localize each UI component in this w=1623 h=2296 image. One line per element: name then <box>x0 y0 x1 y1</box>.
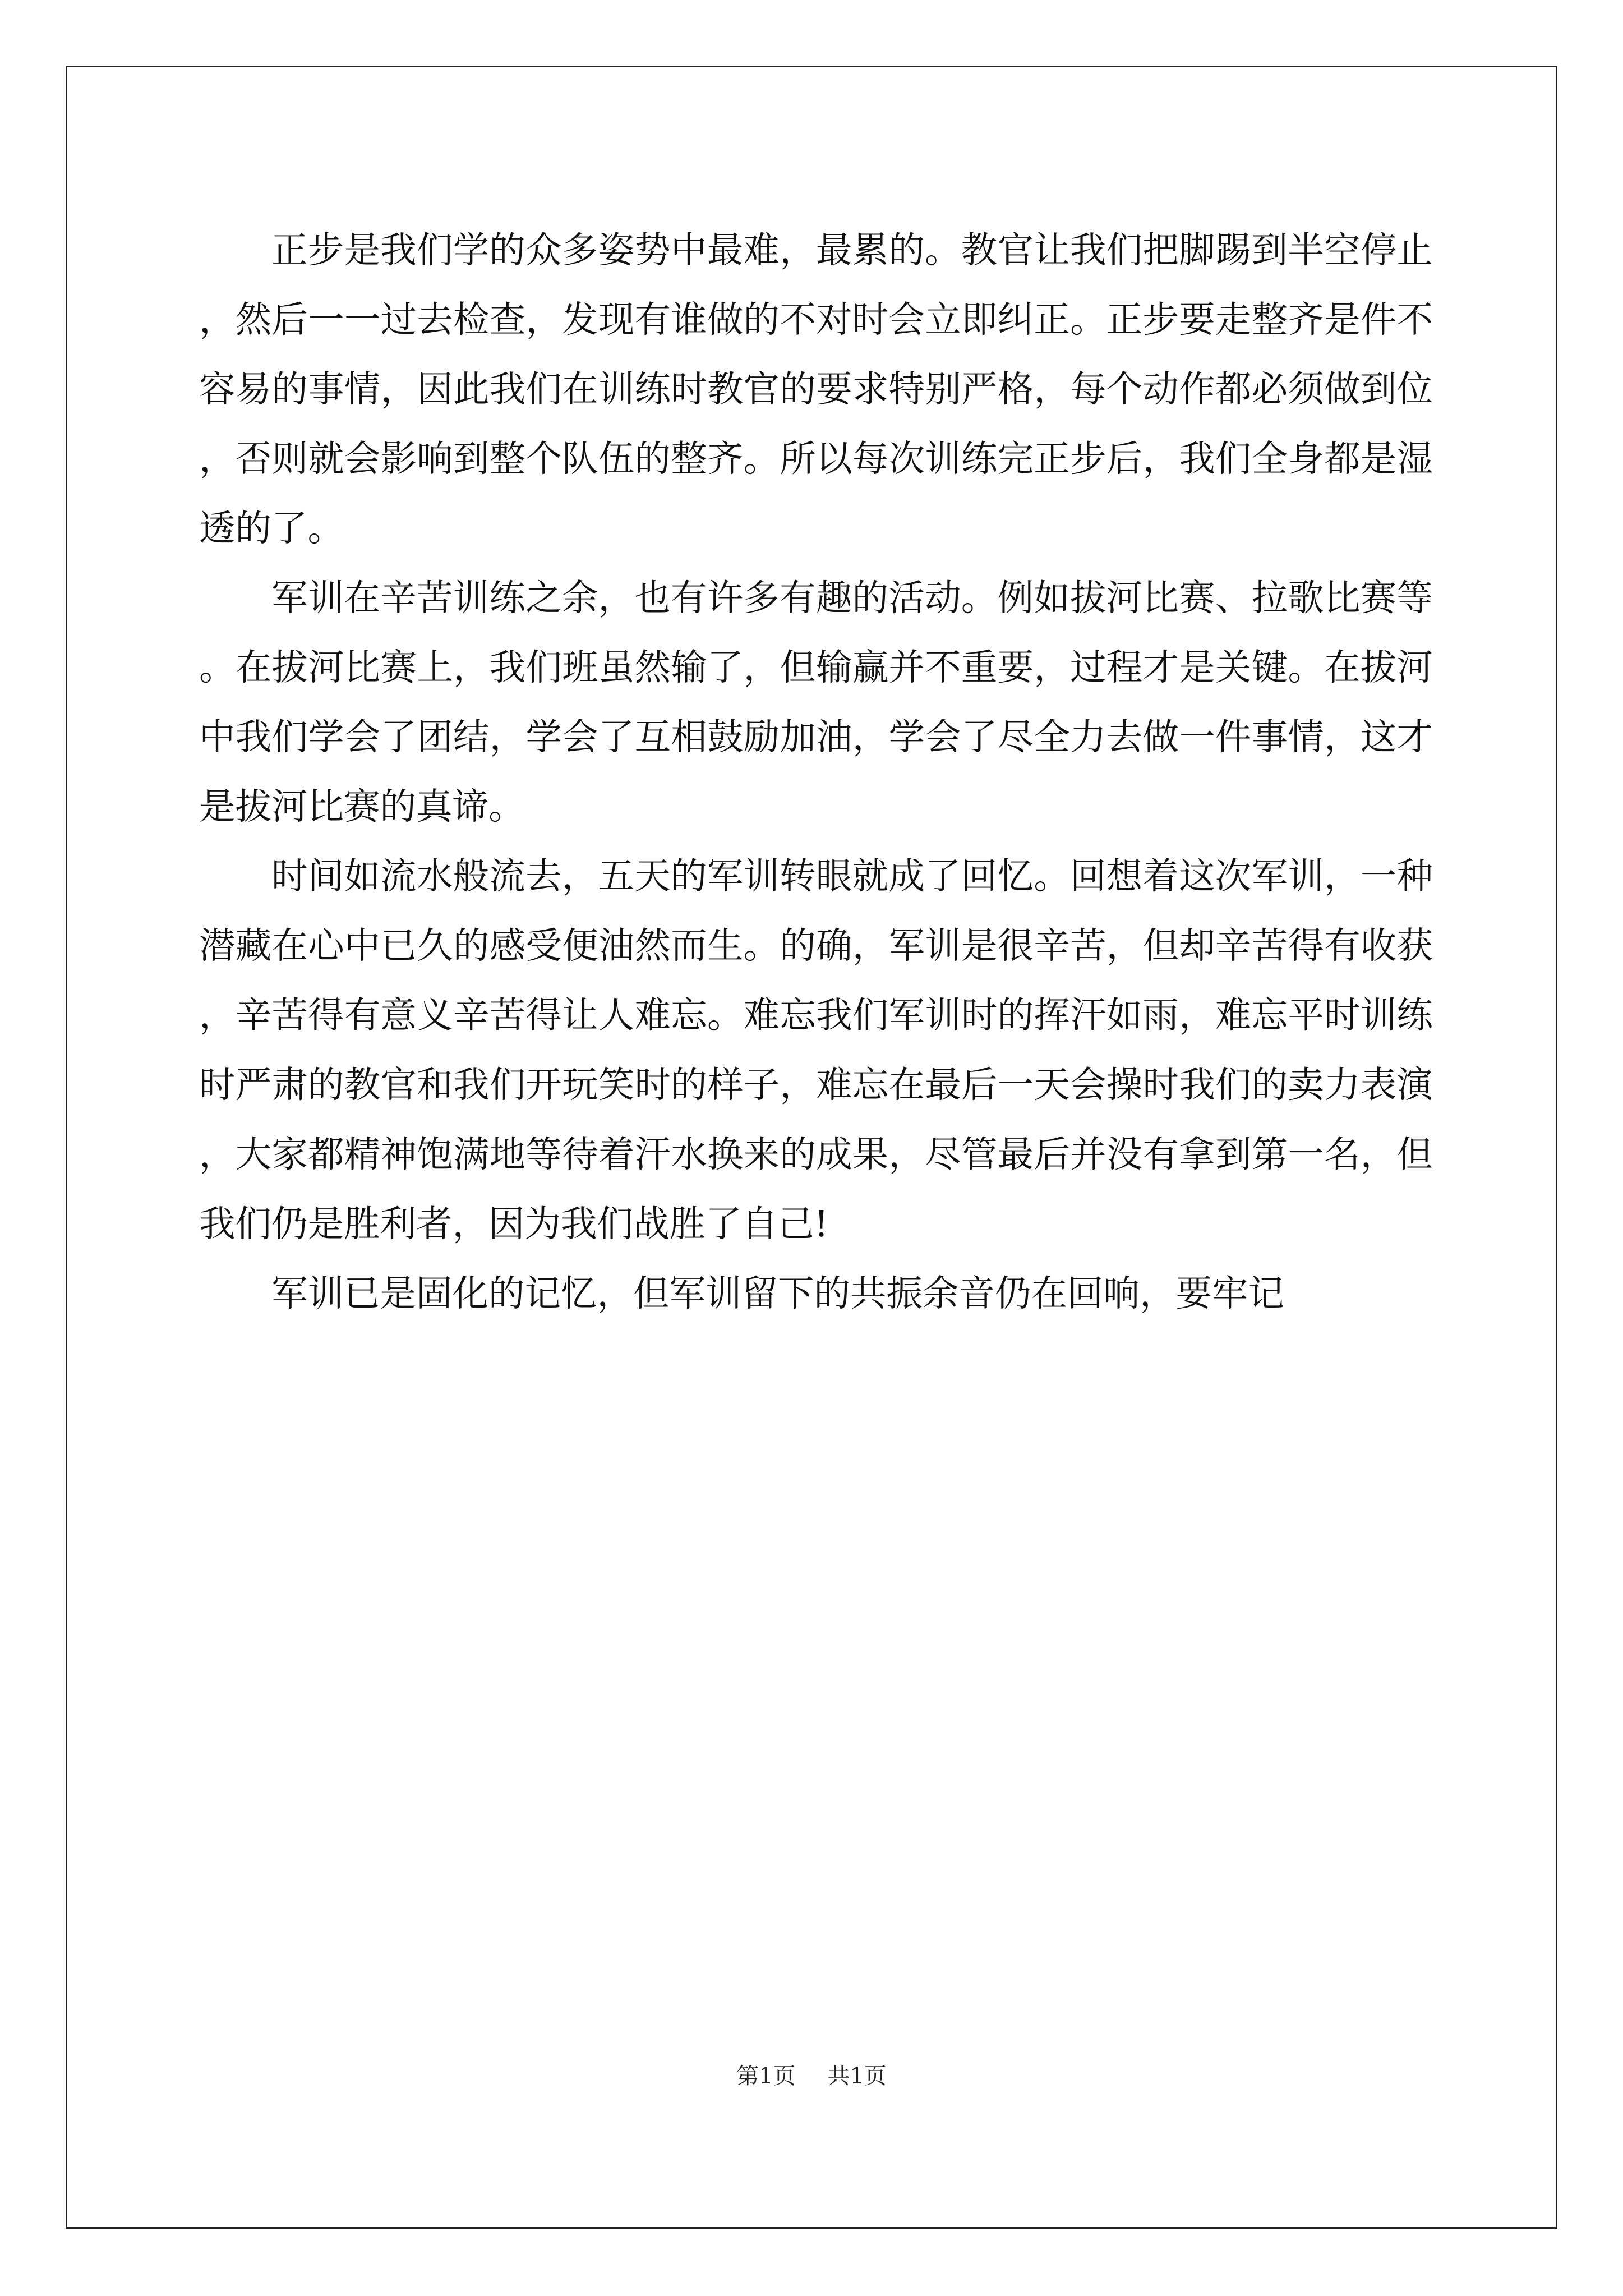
paragraph-2: 军训在辛苦训练之余，也有许多有趣的活动。例如拔河比赛、拉歌比赛等。在拔河比赛上，我们班虽然输了，但输赢并不重要，过程才是关键。在拔河中我们学会了团结，学会了互相鼓励加油，学会了尽全力去做一件事情，这才是拔河比赛的真谛。 <box>199 577 1433 828</box>
page-number-current: 第1页 <box>736 2063 796 2089</box>
page-number-total: 共1页 <box>827 2063 887 2089</box>
paragraph-4: 军训已是固化的记忆，但军训留下的共振余音仍在回响，要牢记 <box>271 1273 1285 1315</box>
paragraph-3: 时间如流水般流去，五天的军训转眼就成了回忆。回想着这次军训，一种潜藏在心中已久的感受便油然而生。的确，军训是很辛苦，但却辛苦得有收获，辛苦得有意义辛苦得让人难忘。难忘我们军训时的挥汗如雨，难忘平时训练时严肃的教官和我们开玩笑时的样子，难忘在最后一天会操时我们的卖力表演，大家都精神饱满地等待着汗水换来的成果，尽管最后并没有拿到第一名，但我们仍是胜利者，因为我们战胜了自己! <box>199 855 1433 1245</box>
page-footer <box>0 2062 1623 2090</box>
document-body <box>199 216 1433 1329</box>
paragraph-1: 正步是我们学的众多姿势中最难，最累的。教官让我们把脚踢到半空停止，然后一一过去检查，发现有谁做的不对时会立即纠正。正步要走整齐是件不容易的事情，因此我们在训练时教官的要求特别严格，每个动作都必须做到位，否则就会影响到整个队伍的整齐。所以每次训练完正步后，我们全身都是湿透的了。 <box>199 229 1433 550</box>
